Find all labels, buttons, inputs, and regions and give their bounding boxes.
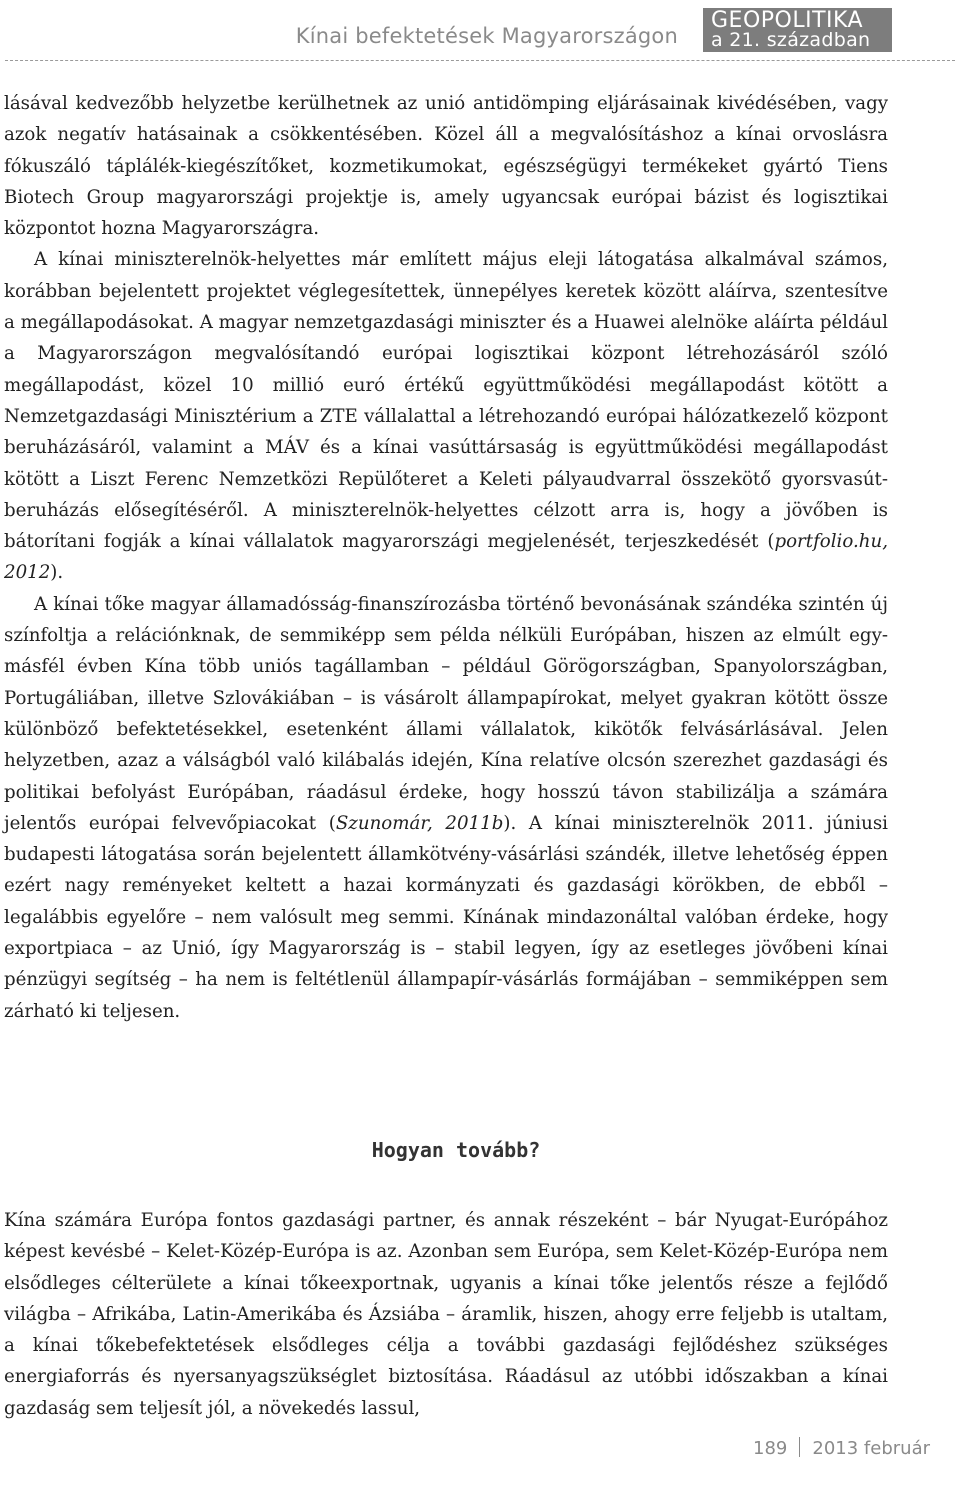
paragraph-text: lásával kedvezőbb helyzetbe kerülhetnek az unió antidömping eljárásainak kivédésében, vagy azok negatív hatásainak a csökkentésében. Közel áll a megvalósításhoz a kínai orvoslásra fókuszáló táplálék-kiegészítőket, kozmetikumokat, egészségügyi termékeket gyártó Tiens Biotech Group magyarországi projektje is, amely ugyancsak európai bázist és logisztikai központot hozna Magyarországra. xyxy=(4,93,888,240)
article-body xyxy=(4,88,888,1027)
paragraph-text: A kínai tőke magyar államadósság-finanszírozásba történő bevonásának szándéka szintén új színfoltja a relációnknak, de semmiképp sem példa nélküli Európában, hiszen az elmúlt egy-másfél évben Kína több uniós tagállamban – például Görögországban, Spanyolországban, Portugáliában, illetve Szlovákiában – is vásárolt állampapírokat, melyet gyakran kötött össze különböző befektetésekkel, esetenként állami vállalatok, kikötők felvásárlásával. Jelen helyzetben, azaz a válságból való kilábalás idején, Kína relatíve olcsón szerezhet gazdasági és politikai befolyást Európában, ráadásul érdeke, hogy hosszú távon stabilizálja a számára jelentős európai felvevőpiacokat ( xyxy=(4,593,888,834)
paragraph xyxy=(4,244,888,588)
paragraph-text: Kína számára Európa fontos gazdasági partner, és annak részeként – bár Nyugat-Európához képest kevésbé – Kelet-Közép-Európa is az. Azonban sem Európa, sem Kelet-Közép-Európa nem elsődleges célterülete a kínai tőkeexportnak, ugyanis a kínai tőke jelentős része a fejlődő világba – Afrikába, Latin-Amerikába és Ázsiába – áramlik, hiszen, ahogy erre feljebb is utaltam, a kínai tőkebefektetések elsődleges célja a további gazdasági fejlődéshez szükséges energiaforrás és nyersanyagszükséglet biztosítása. Ráadásul az utóbbi időszakban a kínai gazdaság sem teljesít jól, a növekedés lassul, xyxy=(4,1210,888,1419)
section-heading: Hogyan tovább? xyxy=(371,1138,541,1162)
journal-logo-line1: GEOPOLITIKA xyxy=(711,8,864,33)
section-body xyxy=(4,1205,888,1424)
paragraph-continued xyxy=(4,88,888,244)
header-divider xyxy=(5,60,955,62)
citation: portfolio.hu, 2012 xyxy=(4,531,888,584)
footer-separator xyxy=(799,1437,800,1457)
paragraph-text-end: ). xyxy=(50,562,64,584)
paragraph xyxy=(4,1205,888,1424)
page-number: 189 xyxy=(753,1438,788,1459)
journal-logo-line2: a 21. században xyxy=(711,29,871,51)
running-title: Kínai befektetések Magyarországon xyxy=(295,24,678,48)
paragraph-text: A kínai miniszterelnök-helyettes már említett május eleji látogatása alkalmával számos, korábban bejelentett projektet véglegesítettek, ünnepélyes keretek között aláírva, szentesítve a megállapodásokat. A magyar nemzetgazdasági miniszter és a Huawei alelnöke aláírta például a Magyarországon megvalósítandó európai logisztikai központ létrehozásáról szóló megállapodást, közel 10 millió euró értékű együttműködési megállapodást kötött a Nemzetgazdasági Minisztérium a ZTE vállalattal a létrehozandó európai hálózatkezelő központ beruházásáról, valamint a MÁV és a kínai vasúttársaság is együttműködési megállapodást kötött a Liszt Ferenc Nemzetközi Repülőteret a Keleti pályaudvarral összekötő gyorsvasút-beruházás elősegítéséről. A miniszterelnök-helyettes célzott arra is, hogy a jövőben is bátorítani fogják a kínai vállalatok magyarországi megjelenését, terjeszkedését ( xyxy=(4,249,888,553)
running-header xyxy=(0,0,960,60)
journal-logo xyxy=(703,8,892,52)
paragraph-text-end: ). A kínai miniszterelnök 2011. júniusi budapesti látogatása során bejelentett államkötvény-vásárlási szándék, illetve lehetőség éppen ezért nagy reményeket keltett a hazai kormányzati és gazdasági körökben, de ebből – legalábbis egyelőre – nem valósult meg semmi. Kínának mindazonáltal valóban érdeke, hogy exportpiaca – az Unió, így Magyarország is – stabil legyen, így az esetleges jövőbeni kínai pénzügyi segítség – ha nem is feltétlenül állampapír-vásárlás formájában – semmiképpen sem zárható ki teljesen. xyxy=(4,812,888,1022)
citation: Szunomár, 2011b xyxy=(335,812,504,834)
paragraph xyxy=(4,589,888,1027)
issue-date: 2013 február xyxy=(812,1438,930,1459)
page-footer xyxy=(753,1437,930,1459)
